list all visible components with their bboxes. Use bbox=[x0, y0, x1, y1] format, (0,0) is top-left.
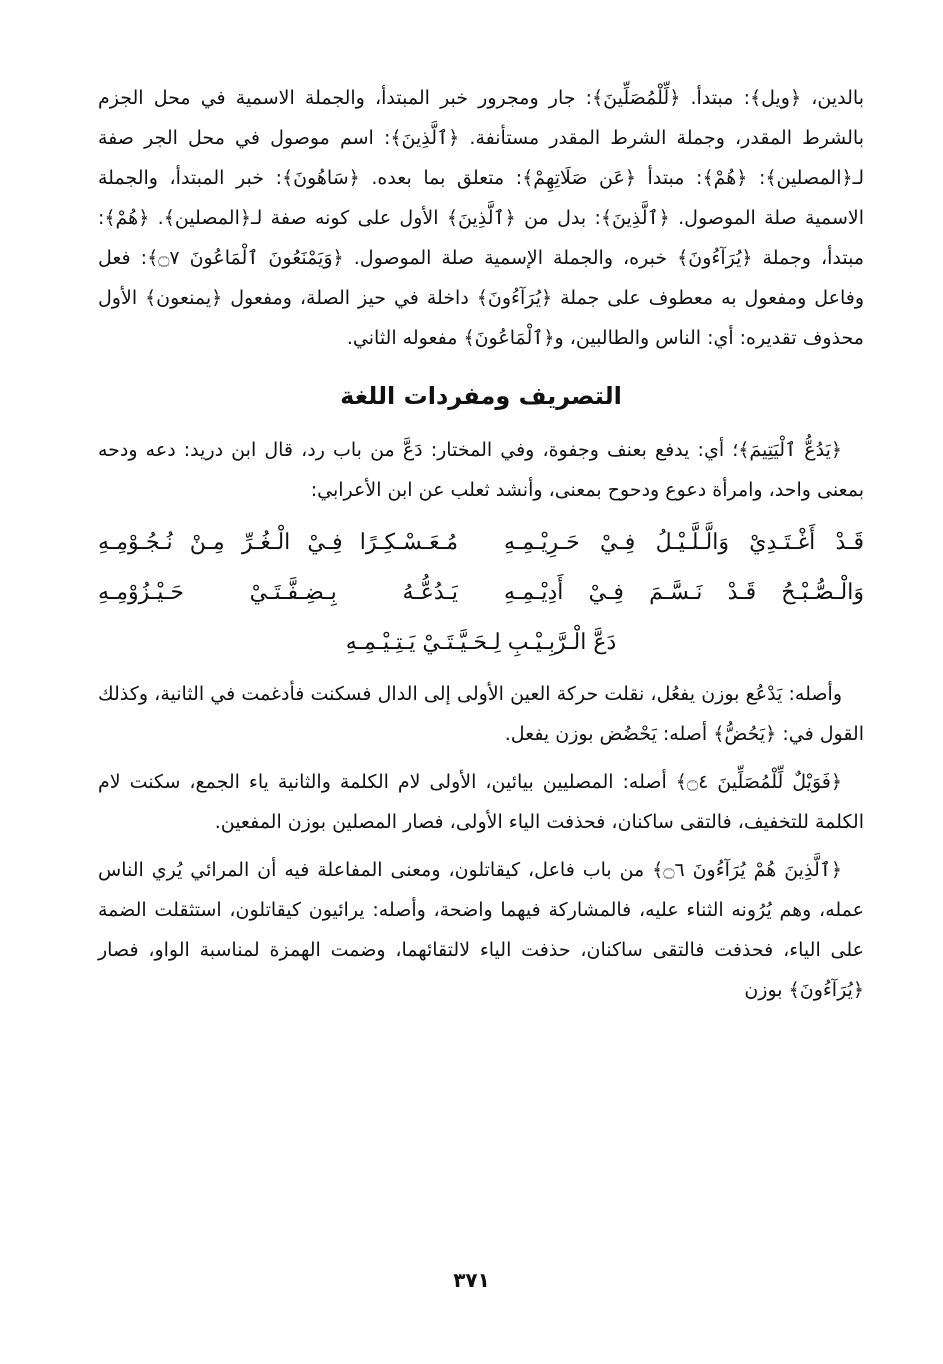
grammar-paragraph: بالدين، ﴿ويل﴾: مبتدأ. ﴿لِّلْمُصَلِّينَ﴾: جار ومجرور خبر المبتدأ، والجملة الاسمية في محل الجزم بالشرط المقدر، وجملة الشرط المقدر مستأنفة. ﴿ٱلَّذِينَ﴾: اسم موصول في محل الجر صفة لـ﴿المصلين﴾: ﴿هُمْ﴾: مبتدأ ﴿عَن صَلَاتِهِمْ﴾: متعلق بما بعده. ﴿سَاهُونَ﴾: خبر المبتدأ، والجملة الاسمية صلة الموصول. ﴿ٱلَّذِينَ﴾: بدل من ﴿ٱلَّذِينَ﴾ الأول على كونه صفة لـ﴿المصلين﴾. ﴿هُمْ﴾: مبتدأ، وجملة ﴿يُرَآءُونَ﴾ خبره، والجملة الإسمية صلة الموصول. ﴿وَيَمْنَعُونَ ٱلْمَاعُونَ ۝٧﴾: فعل وفاعل ومفعول به معطوف على جملة ﴿يُرَآءُونَ﴾ داخلة في حيز الصلة، ومفعول ﴿يمنعون﴾ الأول محذوف تقديره: أي: الناس والطالبين، و﴿ٱلْمَاعُونَ﴾ مفعوله الثاني. bbox=[98, 87, 864, 349]
vocabulary-paragraph: ﴿يَدُعُّ ٱلْيَتِيمَ﴾؛ أي: يدفع بعنف وجفوة، وفي المختار: دَعَّ من باب رد، قال ابن دريد: دعه ودحه بمعنى واحد، وامرأة دعوع ودحوح بمعنى، وأنشد ثعلب عن ابن الأعرابي: bbox=[98, 439, 864, 501]
poem-hemistich-first: قَـدْ أَغْـتَـدِيْ وَالَّـلَّـيْـلُ فِـيْ حَـرِيْـمِـهِ bbox=[503, 530, 864, 555]
poem-closing-line: دَعَّ الْـرَّبِـيْـبِ لِـحَـيَّـتَـيْ يَـتِـيْـمِـهِ bbox=[345, 630, 617, 655]
poem-block bbox=[98, 518, 864, 668]
page-number: ٣٧١ bbox=[453, 1268, 490, 1292]
poem-hemistich-second: يَـدُعُّـهُ بِـضِـفَّـتَـيْ حَـيْـزُوْمِـهِ bbox=[98, 580, 459, 605]
poem-hemistich-second: مُـعَـسْـكِـرًا فِـيْ الْـغُـرِّ مِـنْ نُـجُـوْمِـهِ bbox=[98, 530, 459, 555]
morphology-paragraph: ﴿ٱلَّذِينَ هُمْ يُرَآءُونَ ۝٦﴾ من باب فاعل، كيقاتلون، ومعنى المفاعلة فيه أن المرائي يُري الناس عمله، وهم يُرُونه الثناء عليه، فالمشاركة فيهما واضحة، وأصله: يرائيون كيقاتلون، استثقلت الضمة على الياء، فحذفت فالتقى ساكنان، حذفت الياء لالتقائهما، وضمت الهمزة لمناسبة الواو، فصار ﴿يُرَآءُونَ﴾ بوزن bbox=[98, 859, 864, 1001]
section-title: التصريف ومفردات اللغة bbox=[340, 382, 622, 410]
poem-line bbox=[98, 518, 864, 568]
poem-line bbox=[98, 568, 864, 618]
morphology-paragraph: وأصله: يَدْعُع بوزن يفعُل، نقلت حركة العين الأولى إلى الدال فسكنت فأدغمت في الثانية، وكذلك القول في: ﴿يَحُضُّ﴾ أصله: يَحْضُض بوزن يفعل. bbox=[98, 683, 864, 745]
page-body bbox=[98, 78, 864, 1010]
morphology-paragraph: ﴿فَوَيْلٌ لِّلْمُصَلِّينَ ۝٤﴾ أصله: المصليين بيائين، الأولى لام الكلمة والثانية ياء الجمع، سكنت لام الكلمة للتخفيف، فالتقى ساكنان، فحذفت الياء الأولى، فصار المصلين بوزن المفعين. bbox=[98, 771, 864, 833]
poem-hemistich-first: وَالْـصُّـبْـحُ قَـدْ نَـسَّـمَ فِـيْ أَدِيْـمِـهِ bbox=[503, 580, 864, 605]
